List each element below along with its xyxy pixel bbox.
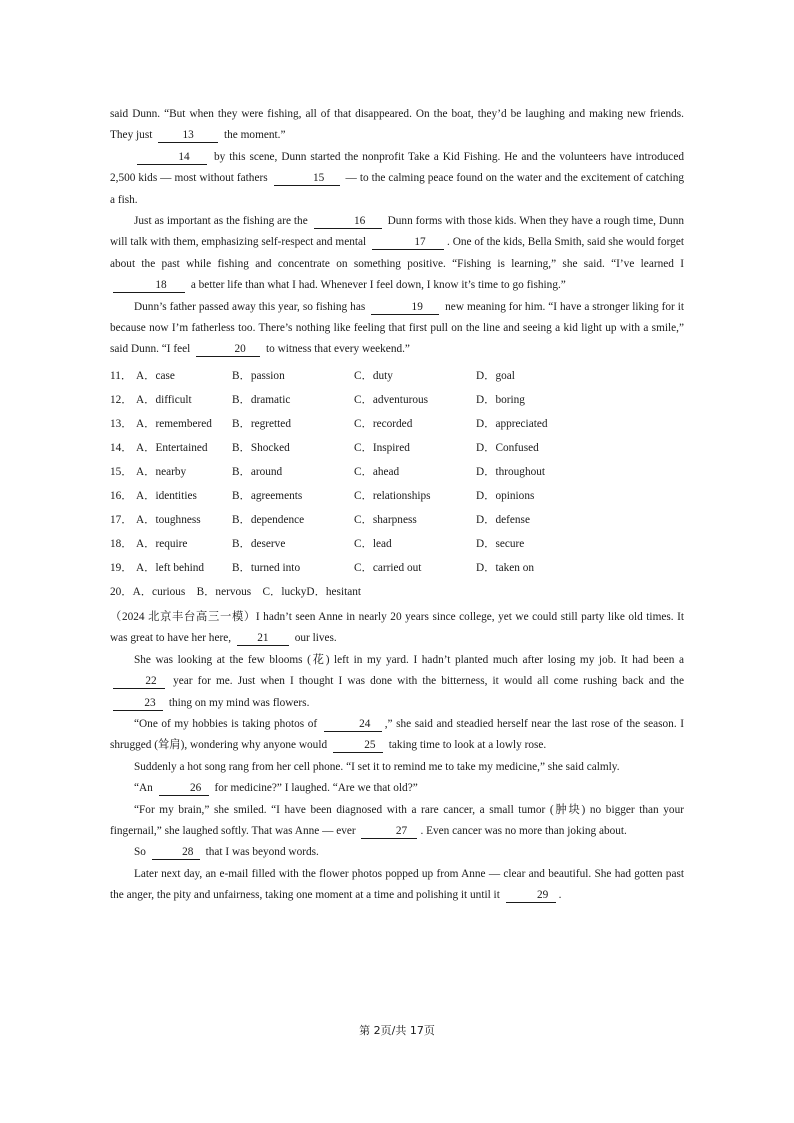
text: thing on my mind was flowers. [166, 696, 310, 709]
option-b: B．regretted [232, 417, 291, 430]
blank-27: 27 [361, 824, 417, 839]
text: Dunn forms with those kids. When they have a rough time, Dunn will talk with them, emphasizing self-respect and mental [110, 215, 684, 249]
question-number: 11． [110, 369, 133, 382]
option-c: C．ahead [354, 465, 400, 478]
blank-25: 25 [333, 738, 383, 753]
option-b: B．turned into [232, 561, 301, 574]
text: “One of my hobbies is taking photos of [134, 717, 321, 730]
question-number: 15． [110, 465, 133, 478]
text: said Dunn. “But when they were fishing, all of that disappeared. On the boat, they’d be laughing and making new friends. They just [110, 108, 684, 142]
option-c: C．adventurous [354, 393, 429, 406]
blank-22: 22 [113, 674, 165, 689]
option-c: C．recorded [354, 417, 413, 430]
option-row-12 [110, 388, 684, 412]
option-c: C．lead [354, 537, 392, 550]
blank-13: 13 [158, 128, 218, 143]
option-c: C．carried out [354, 561, 422, 574]
option-b: B．around [232, 465, 283, 478]
text: “An [134, 782, 156, 795]
text: year for me. Just when I thought I was done with the bitterness, it would all come rushing back and the [168, 675, 684, 688]
text: that I was beyond words. [202, 846, 319, 859]
option-a: A．identities [136, 489, 197, 502]
option-a: A．remembered [136, 417, 212, 430]
blank-28: 28 [152, 845, 200, 860]
option-row-18 [110, 532, 684, 556]
options-list [110, 364, 684, 604]
option-b: B．dependence [232, 513, 305, 526]
passage2-paragraph-2 [110, 650, 684, 714]
blank-18: 18 [113, 278, 185, 293]
option-c: C．duty [354, 369, 393, 382]
text: — to the calming peace found on the water and the excitement of catching a fish. [110, 172, 685, 206]
passage2-paragraph-6 [110, 800, 684, 843]
question-number: 12． [110, 393, 133, 406]
text: new meaning for him. “I have a stronger liking for it because now I’m fatherless too. There’s nothing like feeling that first pull on the line and seeing a kid light up with a smile,” said Dunn. “I feel [110, 300, 684, 356]
text: . One of the kids, Bella Smith, said she would forget about the past while fishing and concentrate on something positive. “Fishing is learning,” she said. “I’ve learned I [110, 236, 684, 270]
option-c: C．relationships [354, 489, 431, 502]
option-row-13 [110, 412, 684, 436]
option-d: D．boring [476, 393, 525, 406]
option-d: D．appreciated [476, 417, 548, 430]
blank-26: 26 [159, 781, 209, 796]
passage1-paragraph-1 [110, 104, 684, 147]
option-d: D．taken on [476, 561, 535, 574]
blank-23: 23 [113, 696, 163, 711]
blank-15: 15 [274, 171, 340, 186]
passage2-paragraph-4 [110, 757, 684, 778]
text: （2024 北京丰台高三一模）I hadn’t seen Anne in nearly 20 years since college, yet we could still party like old times. It was great to have her here, [110, 610, 684, 645]
text: to witness that every weekend.” [263, 343, 410, 356]
blank-17: 17 [372, 235, 444, 250]
option-a: A．case [136, 369, 175, 382]
option-b: B．Shocked [232, 441, 290, 454]
option-b: B．deserve [232, 537, 286, 550]
passage2-paragraph-3 [110, 714, 684, 757]
text: by this scene, Dunn started the nonprofit Take a Kid Fishing. He and the volunteers have introduced 2,500 kids — most without fathers [110, 150, 684, 185]
passage2-paragraph-5 [110, 778, 684, 799]
option-a: A．difficult [136, 393, 192, 406]
passage1-paragraph-2 [110, 147, 684, 211]
text: for medicine?” I laughed. “Are we that old?” [211, 782, 418, 795]
text: a better life than what I had. Whenever I feel down, I know it’s time to go fishing.” [188, 279, 566, 292]
text: Later next day, an e-mail filled with the flower photos popped up from Anne — clear and beautiful. She had gotten past the anger, the pity and unfairness, taking one moment at a time and polishing it until it [110, 867, 684, 902]
option-c: C．Inspired [354, 441, 410, 454]
text: . [558, 889, 562, 902]
text: . Even cancer was no more than joking about. [420, 824, 627, 837]
option-c: C．sharpness [354, 513, 417, 526]
option-a: A．nearby [136, 465, 187, 478]
text: Dunn’s father passed away this year, so fishing has [134, 300, 369, 313]
question-number: 19． [110, 561, 133, 574]
text: our lives. [291, 632, 337, 645]
option-a: A．left behind [136, 561, 205, 574]
page-footer: 第 2页/共 17页 [359, 1024, 435, 1037]
option-d: D．throughout [476, 465, 546, 478]
blank-20: 20 [196, 342, 260, 357]
question-number: 18． [110, 537, 133, 550]
option-a: A．toughness [136, 513, 201, 526]
text: So [134, 846, 149, 859]
option-row-16 [110, 484, 684, 508]
text: She was looking at the few blooms (花) left in my yard. I hadn’t planted much after losing my job. It had been a [134, 653, 684, 666]
question-number: 17． [110, 513, 133, 526]
blank-29: 29 [506, 888, 556, 903]
option-row-19 [110, 556, 684, 580]
option-d: D．goal [476, 369, 515, 382]
document-page [110, 104, 684, 907]
text: the moment.” [221, 129, 286, 142]
blank-16: 16 [314, 214, 382, 229]
blank-21: 21 [237, 631, 289, 646]
passage2-paragraph-7 [110, 842, 684, 863]
option-row-20: 20．A．curious B．nervous C．luckyD．hesitant [110, 585, 362, 598]
text: Suddenly a hot song rang from her cell phone. “I set it to remind me to take my medicine,” she said calmly. [134, 760, 620, 773]
text: taking time to look at a lowly rose. [385, 739, 547, 752]
option-d: D．secure [476, 537, 525, 550]
option-row-14 [110, 436, 684, 460]
option-d: D．Confused [476, 441, 539, 454]
option-b: B．agreements [232, 489, 303, 502]
question-number: 14． [110, 441, 133, 454]
option-row-11 [110, 364, 684, 388]
option-row-17 [110, 508, 684, 532]
option-d: D．opinions [476, 489, 535, 502]
question-number: 13． [110, 417, 133, 430]
option-d: D．defense [476, 513, 530, 526]
passage2-paragraph-1 [110, 607, 684, 650]
passage1-paragraph-4 [110, 297, 684, 361]
text: Just as important as the fishing are the [134, 215, 311, 228]
question-number: 16． [110, 489, 133, 502]
blank-24: 24 [324, 717, 382, 732]
blank-14: 14 [137, 150, 207, 165]
option-b: B．dramatic [232, 393, 291, 406]
blank-19: 19 [371, 300, 439, 315]
option-a: A．Entertained [136, 441, 208, 454]
text: ,” she said and steadied herself near the last rose of the season. I shrugged (耸肩), wondering why anyone would [110, 717, 684, 752]
passage2-paragraph-8 [110, 864, 684, 907]
text: “For my brain,” she smiled. “I have been diagnosed with a rare cancer, a small tumor (肿块) no bigger than your fingernail,” she laughed softly. That was Anne — ever [110, 803, 684, 837]
option-b: B．passion [232, 369, 285, 382]
option-a: A．require [136, 537, 188, 550]
option-row-15 [110, 460, 684, 484]
passage1-paragraph-3 [110, 211, 684, 297]
